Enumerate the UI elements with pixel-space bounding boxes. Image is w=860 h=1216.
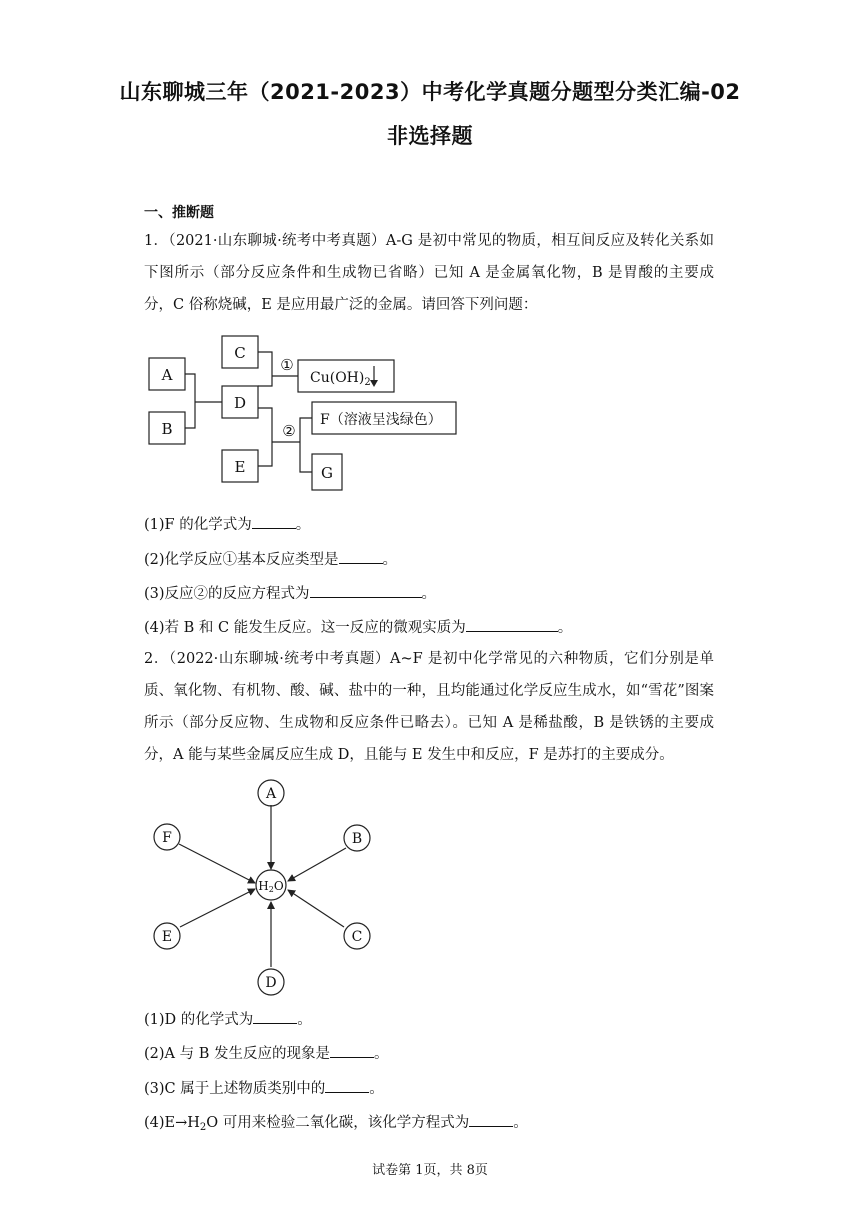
node-A-label: A bbox=[265, 786, 277, 802]
problem1-q2: (2)化学反应①基本反应类型是 。 bbox=[144, 548, 397, 569]
center-h2o-label: H2O bbox=[258, 879, 284, 894]
problem2-snowflake-diagram bbox=[140, 772, 390, 1002]
problem2-q1: (1)D 的化学式为 。 bbox=[144, 1008, 312, 1029]
page-footer: 试卷第 1页，共 8页 bbox=[372, 1163, 488, 1178]
problem1-stem: 1．（2021·山东聊城·统考中考真题）A-G 是初中常见的物质，相互间反应及转化关系如下图所示（部分反应条件和生成物已省略）已知 A 是金属氧化物，B 是胃酸的主要成分，C 俗称烧碱，E 是应用最广泛的金属。请回答下列问题： bbox=[144, 233, 714, 313]
problem2-stem: 2．（2022·山东聊城·统考中考真题）A~F 是初中化学常见的六种物质，它们分别是单质、氧化物、有机物、酸、碱、盐中的一种，且均能通过化学反应生成水，如“雪花”图案所示（部分反应物、生成物和反应条件已略去）。已知 A 是稀盐酸，B 是铁锈的主要成分，A 能与某些金属反应生成 D，且能与 E 发生中和反应，F 是苏打的主要成分。 bbox=[144, 651, 714, 763]
node-D-label: D bbox=[233, 394, 247, 412]
node-C-label: C bbox=[351, 929, 363, 945]
node-E-label: E bbox=[234, 458, 246, 476]
problem1-q1: (1)F 的化学式为 。 bbox=[144, 513, 310, 534]
reaction2-label: ② bbox=[282, 422, 296, 440]
problem1-q3: (3)反应②的反应方程式为 。 bbox=[144, 582, 436, 603]
product1-label: $Cu(OH)_2$ bbox=[310, 370, 371, 388]
node-F-label: F bbox=[162, 830, 172, 846]
problem2-q2: (2)A 与 B 发生反应的现象是 。 bbox=[144, 1042, 389, 1063]
node-D-label: D bbox=[265, 975, 277, 991]
node-B-label: B bbox=[351, 831, 363, 847]
node-G-label: G bbox=[321, 464, 333, 482]
node-E-label: E bbox=[161, 929, 173, 945]
problem2-q4: $(4)E\to H_2O$ 可用来检验二氧化碳，该化学方程式为 。 bbox=[144, 1111, 528, 1133]
page-title-line1: 山东聊城三年（2021-2023）中考化学真题分题型分类汇编-02 bbox=[119, 80, 741, 104]
problem2-q3: (3)C 属于上述物质类别中的 。 bbox=[144, 1077, 384, 1098]
section-heading: 一、推断题 bbox=[144, 205, 214, 221]
reaction1-label: ① bbox=[280, 356, 294, 374]
product2-label: F（溶液呈浅绿色） bbox=[320, 412, 442, 428]
node-B-label: B bbox=[161, 420, 173, 438]
page-title-line2: 非选择题 bbox=[387, 124, 473, 148]
node-C-label: C bbox=[234, 344, 246, 362]
problem1-diagram bbox=[140, 330, 470, 500]
node-A-label: A bbox=[161, 366, 173, 384]
problem1-q4: (4)若 B 和 C 能发生反应。这一反应的微观实质为 。 bbox=[144, 616, 572, 637]
